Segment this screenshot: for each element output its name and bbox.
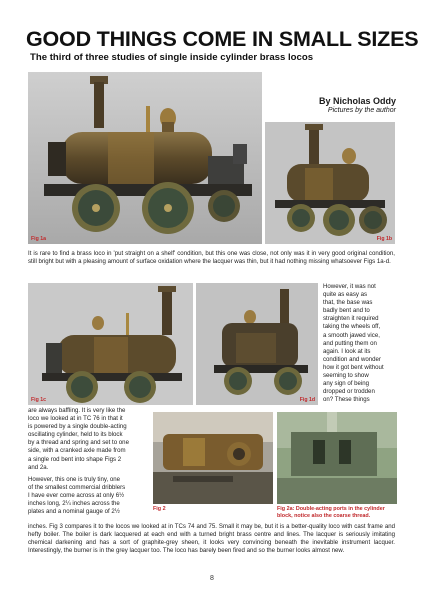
page-number: 8 (210, 575, 214, 582)
text-line: of the smallest commercial dribblers (28, 483, 126, 491)
text-line: that, the base was (323, 299, 373, 307)
text-line: seeming to show (323, 372, 369, 380)
paragraph-final (28, 523, 395, 555)
right-column-text (323, 283, 399, 404)
fig-2a-caption: Fig 2a: Double-acting ports in the cylinder block, notice also the coarse thread. (277, 506, 385, 519)
text-line: quite as easy as (323, 291, 368, 299)
photo-fig-1d (196, 283, 318, 405)
photo-fig-1b (265, 122, 395, 244)
text-line: on? These things (323, 396, 370, 404)
text-line: However, it was not (323, 283, 376, 290)
text-line: loco we looked at in TC 76 in that it (28, 415, 123, 423)
text-line: a single rod bent into shape Figs 2 (28, 455, 122, 463)
text-line: is powered by a single double-acting (28, 423, 127, 431)
text-line: taking the wheels off, (323, 323, 381, 331)
fig-1d-label: Fig 1d (299, 397, 315, 403)
text-line: badly bent and to (323, 307, 370, 315)
fig-1a-label: Fig 1a (31, 236, 46, 242)
text-line: and putting them on (323, 339, 377, 347)
article-title: GOOD THINGS COME IN SMALL SIZES (26, 27, 419, 51)
text-line: plates and a nominal gauge of 2½ (28, 508, 120, 516)
text-line: However, this one is truly tiny, one (28, 475, 121, 483)
text-line: straighten it required (323, 315, 379, 323)
photo-fig-2 (153, 412, 273, 504)
text-line: condition and wonder (323, 355, 381, 363)
text-line: inches long, 2¼ inches across the (28, 500, 120, 508)
photo-fig-1c (28, 283, 193, 405)
text-line: and 2a. (28, 463, 49, 471)
text-line: any sign of being (323, 380, 370, 388)
text-line: again. I look at its (323, 347, 371, 355)
article-subtitle: The third of three studies of single inside cylinder brass locos (30, 52, 314, 63)
fig-2-caption: Fig 2 (153, 506, 166, 512)
text-line: are always baffling. It is very like the (28, 407, 126, 414)
left-column-text (28, 407, 150, 516)
text-line: I have ever come across at only 6½ (28, 491, 125, 499)
paragraph-final-text: inches. Fig 3 compares it to the locos we looked at in TCs 74 and 75. Small it may be, but it is a better-quality loco with cast frame and hefty boiler. The boiler is dark lacquered at each end with a turned bright brass centre and lines. The lacquer is seriously imitating chemical darkening and has a sort of graphite-grey sheen, it looks very convincing beneath the inevitable instrument lacquer. Interestingly, the burner is in the grey lacquer too. The loco has barely been fired and so the burner looks almost new. (28, 523, 395, 555)
photo-fig-2a (277, 412, 397, 504)
text-line: a smooth jawed vice, (323, 331, 380, 339)
text-line: how it got bent without (323, 363, 384, 371)
photo-fig-1a (28, 72, 262, 244)
text-line: oscillating cylinder, held to its block (28, 431, 123, 439)
text-line: dropped or trodden (323, 388, 375, 396)
fig-1b-label: Fig 1b (376, 236, 392, 242)
text-line: side, with a cranked axle made from (28, 447, 126, 455)
paragraph-intro-text: It is rare to find a brass loco in 'put straight on a shelf' condition, but this one was close, not only was it in very good original condition, still bright but with a pleasing amount of surface oxidation where the lacquer was thin, but it had nothing missing whatsoever Figs 1a-d. (28, 250, 395, 266)
fig-1c-label: Fig 1c (31, 397, 46, 403)
text-line: by a thread and spring and set to one (28, 439, 129, 447)
byline: By Nicholas Oddy (318, 96, 396, 106)
paragraph-intro (28, 250, 395, 266)
picture-credit: Pictures by the author (327, 107, 396, 114)
